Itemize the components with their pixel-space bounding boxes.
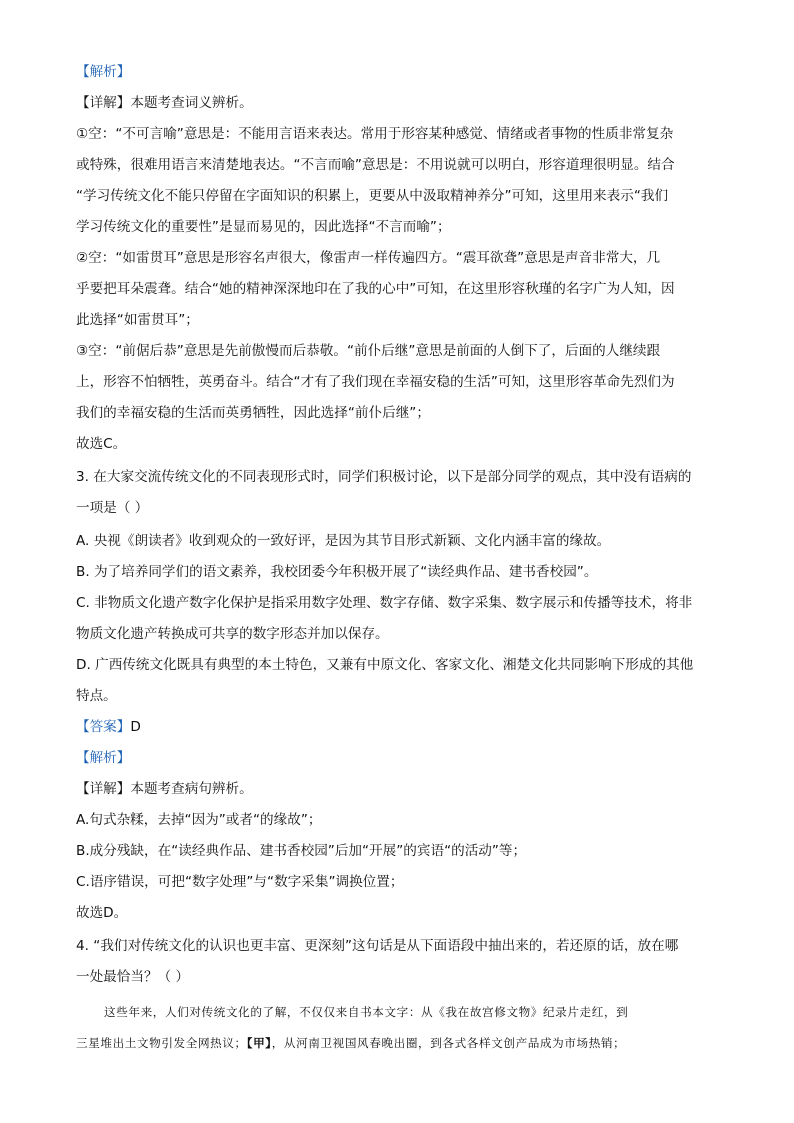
paragraph-line: 或特殊，很难用语言来清楚地表达。“不言而喻”意思是：不用说就可以明白，形容道理很明显。结合 — [76, 157, 675, 173]
paragraph-line: ①空：“不可言喻”意思是：不能用言语来表达。常用于形容某种感觉、情绪或者事物的性质非常复杂 — [76, 126, 674, 142]
question-4-stem: 4. “我们对传统文化的认识也更丰富、更深刻”这句话是从下面语段中抽出来的，若还原的话，放在哪 — [76, 938, 679, 954]
passage-line — [76, 1033, 625, 1053]
paragraph-line: 乎要把耳朵震聋。结合“她的精神深深地印在了我的心中”可知，在这里形容秋瑾的名字广为人知，因 — [76, 281, 675, 297]
passage-text: ，从河南卫视国风春晚出圈，到各式各样文创产品成为市场热销； — [271, 1036, 626, 1050]
passage-text: 三星堆出土文物引发全网热议； — [76, 1036, 247, 1050]
option-a: A. 央视《朗读者》收到观众的一致好评，是因为其节目形式新颖、文化内涵丰富的缘故。 — [76, 533, 611, 549]
question-4-stem: 一处最恰当？（ ） — [76, 969, 190, 985]
detail-heading: 【详解】本题考查病句辨析。 — [76, 781, 253, 797]
paragraph-line: 学习传统文化的重要性”是显而易见的，因此选择“不言而喻”； — [76, 219, 451, 235]
paragraph-line: ③空：“前倨后恭”意思是先前傲慢而后恭敬。“前仆后继”意思是前面的人倒下了，后面的人继续跟 — [76, 343, 661, 359]
paragraph-line: 上，形容不怕牺牲，英勇奋斗。结合“才有了我们现在幸福安稳的生活”可知，这里形容革命先烈们为 — [76, 374, 675, 390]
explanation-a: A.句式杂糅，去掉“因为”或者“的缘故”； — [76, 812, 322, 828]
choice-conclusion: 故选D。 — [76, 905, 128, 921]
explanation-b: B.成分残缺，在“读经典作品、建书香校园”后加“开展”的宾语“的活动”等； — [76, 843, 527, 859]
detail-heading: 【详解】本题考查词义辨析。 — [76, 95, 253, 111]
analysis-tag: 【解析】 — [76, 64, 131, 80]
answer-line — [76, 717, 141, 737]
analysis-tag: 【解析】 — [76, 750, 131, 766]
option-c: C. 非物质文化遗产数字化保护是指采用数字处理、数字存储、数字采集、数字展示和传播等技术，将非 — [76, 595, 693, 611]
question-3-stem: 3. 在大家交流传统文化的不同表现形式时，同学们积极讨论，以下是部分同学的观点，其中没有语病的 — [76, 469, 692, 485]
paragraph-line: ②空：“如雷贯耳”意思是形容名声很大，像雷声一样传遍四方。“震耳欲聋”意思是声音非常大，几 — [76, 250, 661, 266]
option-d: 特点。 — [76, 688, 117, 704]
paragraph-line: “学习传统文化不能只停留在字面知识的积累上，更要从中汲取精神养分”可知，这里用来表示“我们 — [76, 188, 669, 204]
option-d: D. 广西传统文化既具有典型的本土特色，又兼有中原文化、客家文化、湘楚文化共同影响下形成的其他 — [76, 657, 694, 673]
explanation-c: C.语序错误，可把“数字处理”与“数字采集”调换位置； — [76, 874, 404, 890]
paragraph-line: 此选择“如雷贯耳”； — [76, 312, 199, 328]
option-c: 物质文化遗产转换成可共享的数字形态并加以保存。 — [76, 626, 389, 642]
blank-marker-jia: 【甲】 — [246, 1036, 272, 1050]
answer-tag: 【答案】 — [76, 719, 131, 735]
passage-line: 这些年来，人们对传统文化的了解，不仅仅来自书本文字：从《我在故宫修文物》纪录片走红，到 — [104, 1005, 629, 1019]
paragraph-line: 我们的幸福安稳的生活而英勇牺牲，因此选择“前仆后继”； — [76, 405, 430, 421]
choice-conclusion: 故选C。 — [76, 436, 127, 452]
question-3-stem: 一项是（ ） — [76, 500, 149, 516]
option-b: B. 为了培养同学们的语文素养，我校团委今年积极开展了“读经典作品、建书香校园”。 — [76, 564, 598, 580]
answer-value: D — [130, 719, 141, 735]
